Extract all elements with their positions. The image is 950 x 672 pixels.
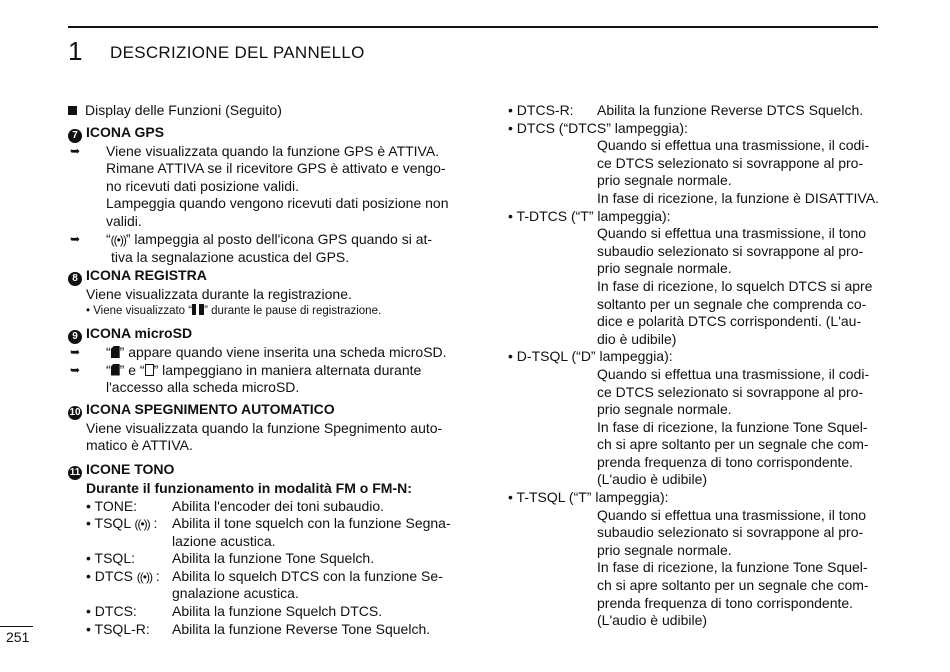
t-tsql-head: • T-TSQL (“T” lampeggia): <box>508 489 669 506</box>
beep-signal-icon: ((•)) <box>110 232 126 247</box>
d-tsql-line: ce DTCS selezionato si sovrappone al pro- <box>597 383 864 400</box>
auto-off-icon-heading: 10 ICONA SPEGNIMENTO AUTOMATICO <box>69 400 335 418</box>
t-tsql-line: ch si apre soltanto per un segnale che com- <box>597 577 869 594</box>
d-tsql-line: (L'audio è udibile) <box>597 471 708 488</box>
number-badge-icon: 9 <box>68 330 82 344</box>
chapter-title: DESCRIZIONE DEL PANNELLO <box>110 43 365 62</box>
number-badge-icon: 10 <box>69 406 81 418</box>
dtcs-blink-line: prio segnale normale. <box>597 172 732 189</box>
pause-icon <box>192 304 204 315</box>
rec-note: • Viene visualizzato “ ” durante le pause di registrazione. <box>86 305 382 318</box>
sd-line: ➥ “ ” appare quando viene inserita una scheda microSD. <box>70 343 447 360</box>
right-column <box>508 102 880 630</box>
t-dtcs-line: dice e polarità DTCS corrispondenti. (L'au- <box>597 313 862 330</box>
t-tsql-line: prenda frequenza di tono corrispondente. <box>597 594 854 611</box>
page-number-rule <box>0 626 33 627</box>
gps-line: ➥ Viene visualizzata quando la funzione GPS è ATTIVA. <box>70 142 440 159</box>
tone-subtitle: Durante il funzionamento in modalità FM o FM-N: <box>86 479 412 496</box>
arrow-bullet-icon: ➥ <box>70 344 81 359</box>
dtcs-r-item: • DTCS-R: Abilita la funzione Reverse DTCS Squelch. <box>508 102 864 118</box>
rec-icon-heading: 8 ICONA REGISTRA <box>68 267 454 286</box>
chapter-number: 1 <box>68 36 83 66</box>
auto-line: Viene visualizzata quando la funzione Spegnimento auto- <box>86 419 443 436</box>
d-tsql-line: prio segnale normale. <box>597 401 732 418</box>
microsd-card-icon <box>111 346 120 358</box>
t-tsql-line: prio segnale normale. <box>597 541 732 558</box>
t-dtcs-line: soltanto per un segnale che comprenda co- <box>597 295 867 312</box>
t-dtcs-head: • T-DTCS (“T” lampeggia): <box>508 207 671 224</box>
tone-item: • TSQL ((•)) : Abilita il tone squelch con la funzione Segna- <box>86 515 451 532</box>
sd-line: l'accesso alla scheda microSD. <box>106 379 300 396</box>
tone-item: • TSQL-R: Abilita la funzione Reverse Tone Squelch. <box>86 620 431 637</box>
t-dtcs-line: Quando si effettua una trasmissione, il tono <box>597 225 867 242</box>
dtcs-blink-line: ce DTCS selezionato si sovrappone al pro- <box>597 154 864 171</box>
tone-item-cont: lazione acustica. <box>172 532 276 549</box>
microsd-access-icon <box>145 364 154 376</box>
t-dtcs-line: dio è udibile) <box>597 330 677 347</box>
dtcs-blink-line: Quando si effettua una trasmissione, il codi- <box>597 137 870 154</box>
tone-item: • DTCS: Abilita la funzione Squelch DTCS. <box>86 603 383 620</box>
t-tsql-line: Quando si effettua una trasmissione, il tono <box>597 506 867 523</box>
gps-icon-heading: 7 ICONA GPS <box>68 124 454 143</box>
beep-signal-icon: ((•)) <box>136 569 152 584</box>
left-column <box>68 102 454 638</box>
arrow-bullet-icon: ➥ <box>70 231 81 246</box>
square-bullet-icon <box>68 106 77 115</box>
t-tsql-line: (L'audio è udibile) <box>597 612 708 629</box>
sd-icon-heading: 9 ICONA microSD <box>68 325 454 344</box>
gps-line: validi. <box>106 212 142 229</box>
gps-line: ➥ “((•))” lampeggia al posto dell'icona GPS quando si at- <box>70 230 433 247</box>
sd-line: ➥ “ ” e “ ” lampeggiano in maniera alternata durante <box>70 361 422 378</box>
gps-line: Rimane ATTIVA se il ricevitore GPS è attivato e vengo- <box>106 160 446 177</box>
tone-item: • DTCS ((•)) : Abilita lo squelch DTCS con la funzione Se- <box>86 567 443 584</box>
arrow-bullet-icon: ➥ <box>70 143 81 158</box>
beep-signal-icon: ((•)) <box>134 517 150 532</box>
t-tsql-line: In fase di ricezione, la funzione Tone Squel- <box>597 559 868 576</box>
tone-item: • TSQL: Abilita la funzione Tone Squelch. <box>86 550 375 567</box>
arrow-bullet-icon: ➥ <box>70 362 81 377</box>
t-dtcs-line: prio segnale normale. <box>597 260 732 277</box>
gps-line: no ricevuti dati posizione validi. <box>106 177 299 194</box>
tone-item: • TONE: Abilita l'encoder dei toni subaudio. <box>86 497 385 514</box>
number-badge-icon: 11 <box>69 466 81 478</box>
rec-line: Viene visualizzata durante la registrazione. <box>86 285 352 302</box>
dtcs-blink-head: • DTCS (“DTCS” lampeggia): <box>508 119 688 136</box>
dtcs-blink-line: In fase di ricezione, la funzione è DISATTIVA. <box>597 189 879 206</box>
d-tsql-line: ch si apre soltanto per un segnale che com- <box>597 436 869 453</box>
t-dtcs-line: In fase di ricezione, lo squelch DTCS si apre <box>597 277 873 294</box>
section-heading: Display delle Funzioni (Seguito) <box>68 102 454 120</box>
d-tsql-line: Quando si effettua una trasmissione, il codi- <box>597 365 870 382</box>
gps-line: Lampeggia quando vengono ricevuti dati posizione non <box>106 195 449 212</box>
t-dtcs-line: subaudio selezionato si sovrappone al pro- <box>597 242 864 259</box>
d-tsql-head: • D-TSQL (“D” lampeggia): <box>508 348 673 365</box>
tone-item-cont: gnalazione acustica. <box>172 585 299 602</box>
d-tsql-line: prenda frequenza di tono corrispondente. <box>597 453 854 470</box>
t-tsql-line: subaudio selezionato si sovrappone al pro- <box>597 524 864 541</box>
microsd-card-icon <box>111 364 120 376</box>
page-number: 251 <box>6 629 30 645</box>
number-badge-icon: 8 <box>68 272 82 286</box>
d-tsql-line: In fase di ricezione, la funzione Tone Squel- <box>597 418 868 435</box>
gps-line: tiva la segnalazione acustica del GPS. <box>111 249 350 266</box>
auto-line: matico è ATTIVA. <box>86 437 193 454</box>
tone-icon-heading: 11 ICONE TONO <box>69 460 175 478</box>
number-badge-icon: 7 <box>68 129 82 143</box>
header-rule <box>68 26 878 28</box>
